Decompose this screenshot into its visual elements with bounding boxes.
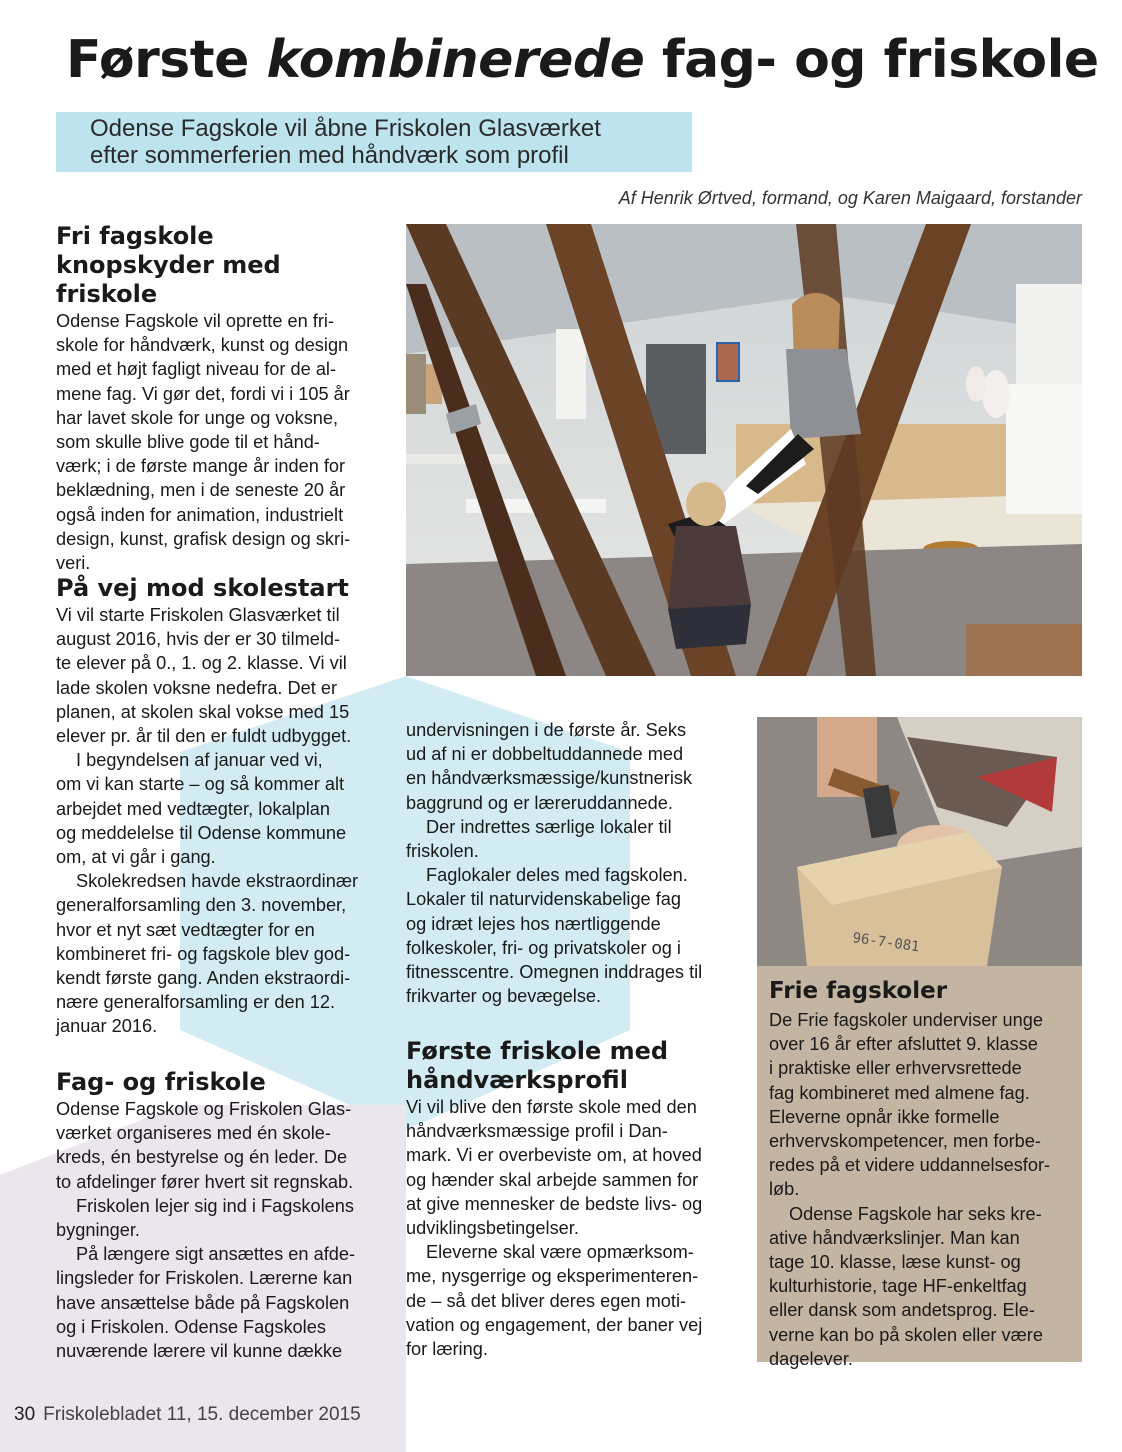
paragraph: På længere sigt ansættes en afde- lingsleder for Friskolen. Lærerne kan have ansættelse både på Fagskolen og i Friskolen. Odense Fagskoles nuværende lærere vil kunne dække: [56, 1244, 356, 1362]
section-heading-fri-fagskole: Fri fagskole knopskyder med friskole: [56, 222, 281, 308]
paragraph: Der indrettes særlige lokaler til friskolen.: [406, 816, 672, 862]
column-1-continued: [56, 574, 382, 1039]
sidebar-paragraph: De Frie fagskoler underviser unge over 16 år efter afsluttet 9. klasse i praktiske eller erhvervsrettede fag kombineret med almene fag. Eleverne opnår ikke formelle erhvervskompetencer, men forbe- redes på et videre uddannelsesfor- løb.: [769, 1010, 1051, 1200]
paragraph: Vi vil blive den første skole med den håndværksmæssige profil i Dan- mark. Vi er overbeviste om, at hoved og hænder skal arbejde sammen for at give mennesker de bedste livs- og udviklingsbetingelser.: [406, 1097, 703, 1239]
column-2-bottom: [406, 1037, 736, 1361]
section-heading-fag-og-friskole: Fag- og friskole: [56, 1068, 266, 1096]
hammering-photo: [757, 717, 1082, 966]
paragraph: Odense Fagskole og Friskolen Glas- værket organiseres med én skole- kreds, én bestyrelse og én leder. De to afdelinger fører hvert sit regnskab.: [56, 1099, 354, 1192]
page-title: Første kombinerede fag- og friskole: [66, 30, 1099, 90]
page-footer: [14, 1404, 361, 1426]
paragraph: Vi vil starte Friskolen Glasværket til august 2016, hvis der er 30 tilmeld- te elever på 0., 1. og 2. klasse. Vi vil lade skolen voksne nedefra. Det er planen, at skolen skal vokse med 15 elever pr. år til den er fuldt udbygget.: [56, 605, 352, 747]
sidebar-paragraph: Odense Fagskole har seks kre- ative håndværkslinjer. Man kan tage 10. klasse, læse kunst- og kulturhistorie, tage HF-enkeltfag eller dansk som andetsprog. Ele- verne kan bo på skolen eller være dagelever.: [769, 1203, 1043, 1369]
paragraph: I begyndelsen af januar ved vi, om vi kan starte – og så kommer alt arbejdet med vedtægter, lokalplan og meddelelse til Odense kommune om, at vi går i gang.: [56, 750, 347, 868]
publication-info: Friskolebladet 11, 15. december 2015: [43, 1404, 361, 1425]
wood-stamp-text: 96-7-081: [851, 930, 921, 956]
paragraph: Skolekredsen havde ekstraordinær generalforsamling den 3. november, hvor et nyt sæt vedtægter for en kombineret fri- og fagskole blev god- kendt første gang. Anden ekstraordi- nære generalforsamling er den 12. januar 2016.: [56, 871, 359, 1037]
column-2: [406, 718, 736, 1008]
subtitle-line: Odense Fagskole vil åbne Friskolen Glasværket: [90, 115, 601, 142]
workshop-photo: [406, 224, 1082, 676]
byline: Af Henrik Ørtved, formand, og Karen Maigaard, forstander: [618, 188, 1082, 208]
section-heading-haandvaerksprofil: Første friskole med håndværksprofil: [406, 1037, 669, 1094]
paragraph: Friskolen lejer sig ind i Fagskolens bygninger.: [56, 1195, 354, 1241]
column-1-bottom: [56, 1068, 382, 1363]
page-number: 30: [14, 1404, 36, 1425]
column-1: [56, 222, 382, 575]
paragraph: Eleverne skal være opmærksom- me, nysgerrige og eksperimenteren- de – så det bliver deres egen moti- vation og engagement, der baner vej for læring.: [406, 1242, 703, 1360]
paragraph: undervisningen i de første år. Seks ud af ni er dobbeltuddannede med en håndværksmæssige/kunstnerisk baggrund og er læreruddannede.: [406, 720, 693, 813]
paragraph: Faglokaler deles med fagskolen. Lokaler til naturvidenskabelige fag og idræt lejes hos nærtliggende folkeskoler, fri- og privatskoler og i fitnesscentre. Omegnen inddrages til frikvarter og bevægelse.: [406, 865, 703, 1007]
subtitle-line: efter sommerferien med håndværk som profil: [90, 142, 569, 169]
frie-fagskoler-box: [757, 966, 1082, 1369]
subtitle-box: [56, 112, 692, 172]
sidebar-heading: Frie fagskoler: [769, 978, 948, 1004]
section-heading-skolestart: På vej mod skolestart: [56, 574, 349, 602]
paragraph: Odense Fagskole vil oprette en fri- skole for håndværk, kunst og design med et højt fagligt niveau for de al- mene fag. Vi gør det, fordi vi i 105 år har lavet skole for unge og voksne, som skulle blive gode til et hånd- værk; i de første mange år inden for beklædning, men i de seneste 20 år også inden for animation, industrielt design, kunst, grafisk design og skri- veri.: [56, 311, 351, 574]
